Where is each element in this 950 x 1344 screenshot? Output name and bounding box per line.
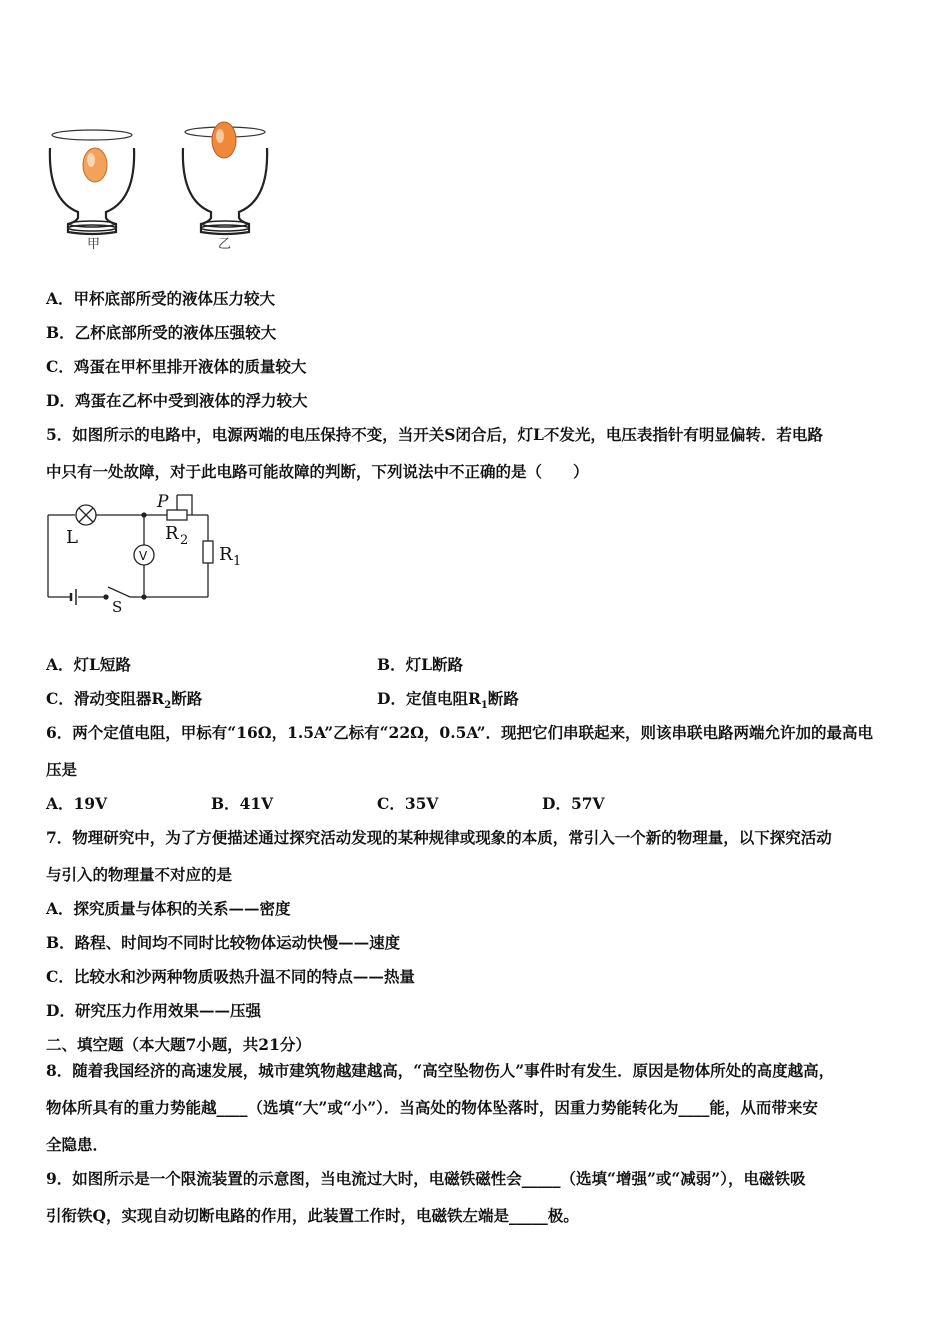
q7-option-b: B．路程、时间均不同时比较物体运动快慢——速度: [46, 933, 401, 952]
q7-stem-line1: 7．物理研究中，为了方便描述通过探究活动发现的某种规律或现象的本质，常引入一个新的物理量，以下探究活动: [46, 828, 832, 847]
q5-option-a: A．灯L短路: [46, 655, 131, 674]
q7-stem-line2: 与引入的物理量不对应的是: [46, 865, 233, 884]
q7-option-a: A．探究质量与体积的关系——密度: [46, 899, 291, 918]
q4-option-d: D．鸡蛋在乙杯中受到液体的浮力较大: [46, 391, 308, 410]
glass-label-right: 乙: [218, 237, 232, 252]
q6-stem-line1: 6．两个定值电阻，甲标有“16Ω，1.5A”乙标有“22Ω，0.5A”．现把它们串联起来，则该串联电路两端允许加的最高电: [46, 723, 873, 742]
glass-label-left: 甲: [87, 237, 101, 252]
q8-stem-line1: 8．随着我国经济的高速发展，城市建筑物越建越高，“高空坠物伤人”事件时有发生．原因是物体所处的高度越高，: [46, 1061, 835, 1080]
glasses-figure: [40, 100, 290, 255]
q5-stem-line1: 5．如图所示的电路中，电源两端的电压保持不变，当开关S闭合后，灯L不发光，电压表指针有明显偏转．若电路: [46, 425, 823, 444]
q9-stem-line1: 9．如图所示是一个限流装置的示意图，当电流过大时，电磁铁磁性会_____（选填“增强”或“减弱”），电磁铁吸: [46, 1169, 806, 1188]
glass-right: [183, 122, 267, 234]
q6-option-b: B．41V: [211, 794, 274, 813]
resistor-R1: [203, 541, 213, 563]
q6-option-c: C．35V: [377, 794, 439, 813]
q5-option-d: D．定值电阻$R_1$断路: [377, 689, 519, 712]
switch-label: S: [112, 598, 123, 616]
switch-S: [108, 587, 130, 597]
rheostat-label: R: [165, 523, 179, 544]
q9-stem-line2: 引衔铁Q，实现自动切断电路的作用，此装置工作时，电磁铁左端是_____极。: [46, 1206, 579, 1225]
q5-option-b: B．灯L断路: [377, 655, 463, 674]
q6-stem-line2: 压是: [46, 760, 78, 779]
lamp-label: L: [66, 527, 78, 548]
section-title: 二、填空题（本大题7小题，共21分）: [46, 1035, 311, 1054]
q4-option-a: A．甲杯底部所受的液体压力较大: [46, 289, 276, 308]
q8-stem-line3: 全隐患．: [46, 1135, 109, 1154]
q7-option-c: C．比较水和沙两种物质吸热升温不同的特点——热量: [46, 967, 415, 986]
q5-stem-line2: 中只有一处故障，对于此电路可能故障的判断，下列说法中不正确的是（ ）: [46, 462, 589, 481]
q6-option-d: D．57V: [542, 794, 605, 813]
resistor-label: R: [219, 544, 233, 565]
rheostat-subscript: 2: [180, 533, 189, 548]
q4-option-b: B．乙杯底部所受的液体压强较大: [46, 323, 277, 342]
rheostat-R2: [167, 510, 187, 520]
q7-option-d: D．研究压力作用效果——压强: [46, 1001, 261, 1020]
q6-option-a: A．19V: [46, 794, 108, 813]
slider-label: P: [157, 492, 169, 512]
egg-left: [83, 148, 107, 182]
glass-left: [50, 130, 134, 234]
q8-stem-line2: 物体所具有的重力势能越____（选填“大”或“小”）．当高处的物体坠落时，因重力势能转化为____能，从而带来安: [46, 1098, 818, 1117]
circuit-diagram: [40, 490, 260, 620]
q4-option-c: C．鸡蛋在甲杯里排开液体的质量较大: [46, 357, 307, 376]
resistor-subscript: 1: [233, 554, 242, 569]
q5-option-c: C．滑动变阻器$R_2$断路: [46, 689, 203, 712]
egg-right: [212, 122, 236, 158]
voltmeter-label: V: [139, 549, 148, 563]
